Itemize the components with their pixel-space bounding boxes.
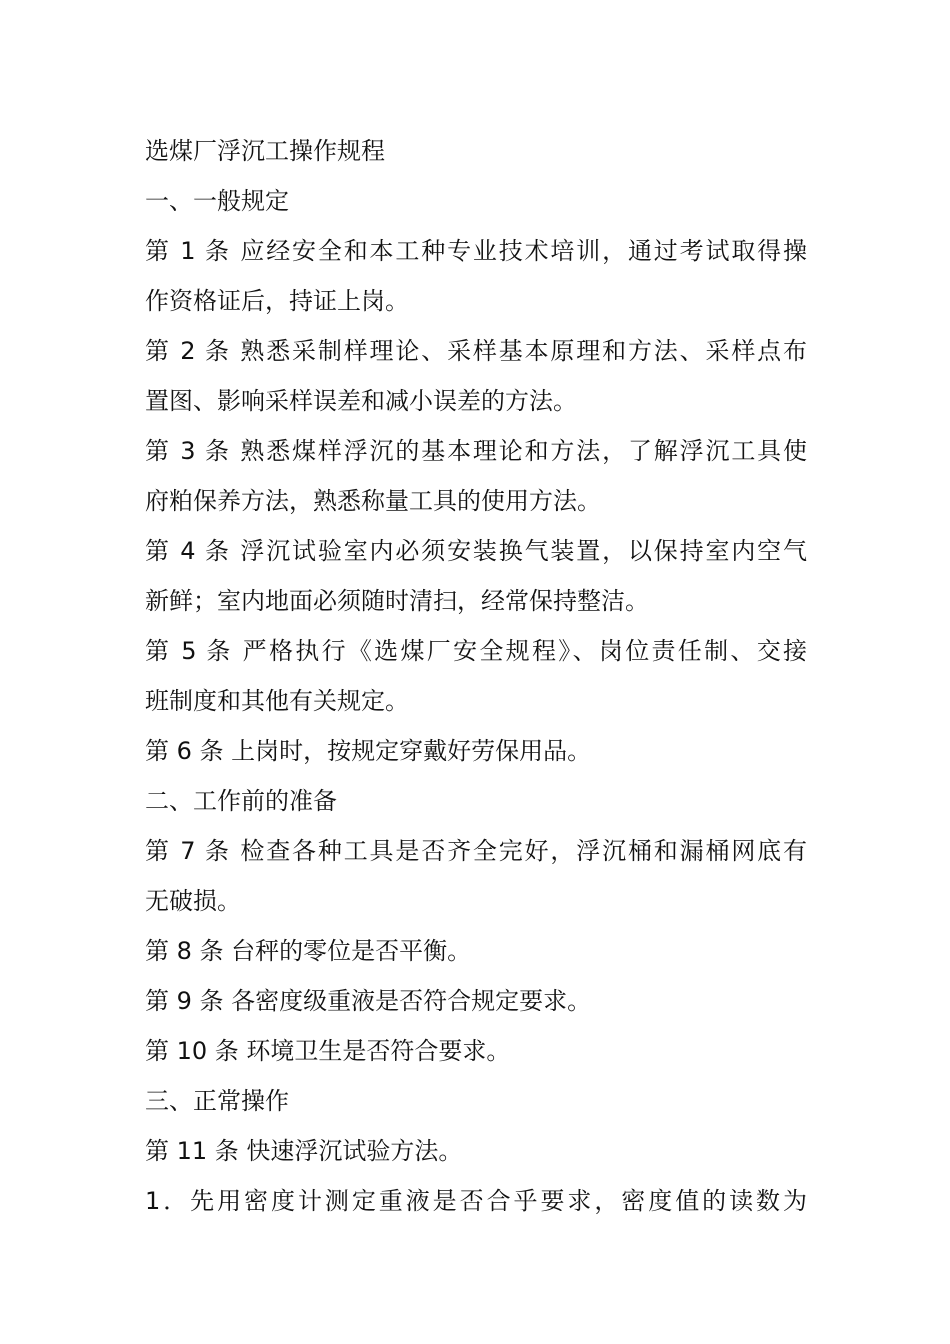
paragraph-line: 一、一般规定 bbox=[145, 187, 289, 215]
paragraph-line: 第 6 条 上岗时，按规定穿戴好劳保用品。 bbox=[145, 737, 592, 765]
paragraph-line: 二、工作前的准备 bbox=[145, 787, 337, 815]
paragraph-line: 第 1 条 应经安全和本工种专业技术培训，通过考试取得操 bbox=[145, 237, 807, 265]
paragraph-line: 第 10 条 环境卫生是否符合要求。 bbox=[145, 1037, 511, 1065]
paragraph-line: 作资格证后，持证上岗。 bbox=[145, 287, 409, 315]
paragraph-line: 无破损。 bbox=[145, 887, 241, 915]
paragraph-line: 第 2 条 熟悉采制样理论、采样基本原理和方法、采样点布 bbox=[145, 337, 807, 365]
document-lines bbox=[145, 176, 807, 1226]
paragraph-line: 府粕保养方法，熟悉称量工具的使用方法。 bbox=[145, 487, 601, 515]
paragraph-line: 第 9 条 各密度级重液是否符合规定要求。 bbox=[145, 987, 592, 1015]
paragraph-line: 第 11 条 快速浮沉试验方法。 bbox=[145, 1137, 463, 1165]
paragraph-line: 第 7 条 检查各种工具是否齐全完好，浮沉桶和漏桶网底有 bbox=[145, 837, 807, 865]
document-body bbox=[145, 126, 807, 1226]
document-title: 选煤厂浮沉工操作规程 bbox=[145, 137, 385, 165]
paragraph-line: 置图、影响采样误差和减小误差的方法。 bbox=[145, 387, 577, 415]
paragraph-line: 1．先用密度计测定重液是否合乎要求，密度值的读数为 bbox=[145, 1187, 807, 1215]
paragraph-line: 新鲜；室内地面必须随时清扫，经常保持整洁。 bbox=[145, 587, 649, 615]
paragraph-line: 第 8 条 台秤的零位是否平衡。 bbox=[145, 937, 472, 965]
paragraph-line: 第 4 条 浮沉试验室内必须安装换气装置，以保持室内空气 bbox=[145, 537, 807, 565]
paragraph-line: 第 5 条 严格执行《选煤厂安全规程》、岗位责任制、交接 bbox=[145, 637, 807, 665]
paragraph-line: 班制度和其他有关规定。 bbox=[145, 687, 409, 715]
paragraph-line: 三、正常操作 bbox=[145, 1087, 289, 1115]
paragraph-line: 第 3 条 熟悉煤样浮沉的基本理论和方法，了解浮沉工具使 bbox=[145, 437, 807, 465]
